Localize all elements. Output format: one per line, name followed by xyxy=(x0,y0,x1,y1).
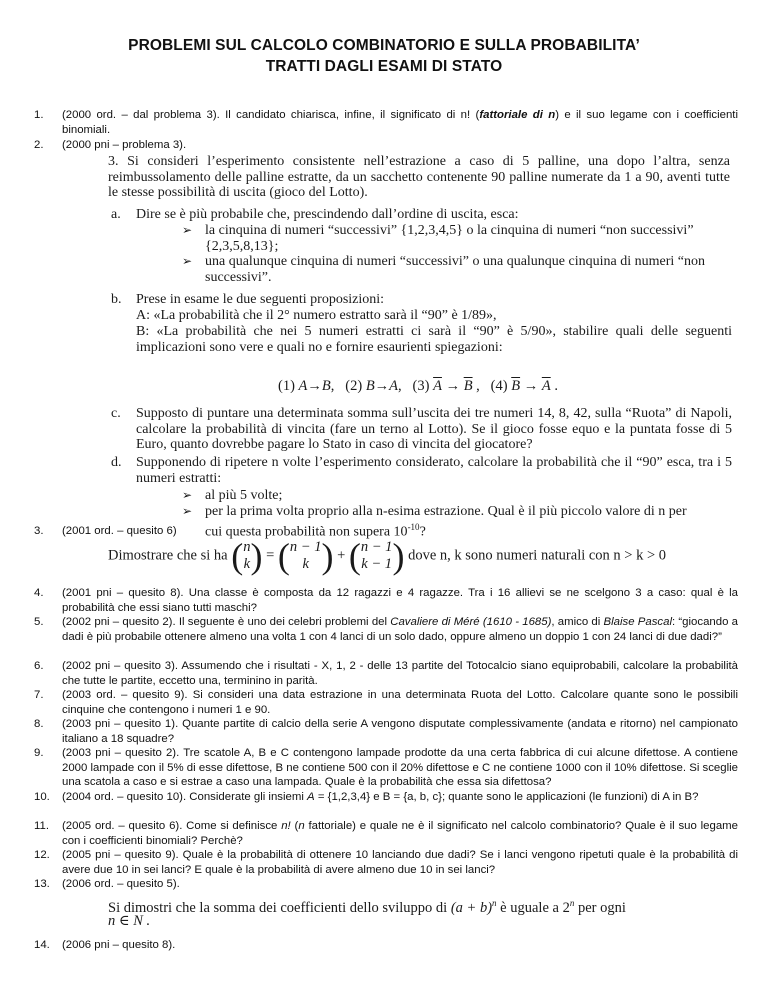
item-5-emphasis-2: Blaise Pascal xyxy=(603,616,672,628)
item-11-emphasis-2: n xyxy=(298,820,305,832)
item-11-text-b: ( xyxy=(290,820,299,832)
page-title-line1: PROBLEMI SUL CALCOLO COMBINATORIO E SULLA PROBABILITA’ xyxy=(128,37,640,54)
item-2: (2000 pni – problema 3). xyxy=(62,139,187,151)
item-number-5: 5. xyxy=(34,616,44,628)
problem3-d-bullet2-end: ? xyxy=(419,524,426,540)
problem3-d-text: Supponendo di ripetere n volte l’esperimento considerato, calcolare la probabilità che il “90” esca, tra i 5 numeri estratti: xyxy=(136,455,732,486)
item-5-text-b: , amico di xyxy=(551,616,604,628)
quesito13-statement xyxy=(108,896,734,916)
binom-top: n − 1 xyxy=(360,539,393,555)
item-5-emphasis-1: Cavaliere di Méré (1610 - 1685) xyxy=(390,616,552,628)
quesito13-two: 2 xyxy=(562,899,570,916)
item-9: (2003 pni – quesito 2). Tre scatole A, B e C contengono lampade prodotte da una certa fabbrica di cui alcune difettose. A contiene 2000 lampade con il 5% di esse difettose, B ne contiene 500 con il 20% difettose e C ne contiene 1000 con il 10% difettose. Si sceglie una scatola a caso e si estrae a caso una lampada. Quale è la probabilità che essa sia difettosa? xyxy=(62,747,738,789)
quesito13-expression: (a + b) xyxy=(450,899,493,916)
problem3-a-bullet2: una qualunque cinquina di numeri “successivi” o una qualunque cinquina di numeri “non successivi”. xyxy=(205,254,705,285)
binom-top: n − 1 xyxy=(289,539,322,555)
problem3-intro: 3. Si consideri l’esperimento consistente nell’estrazione a caso di 5 palline, una dopo l’altra, senza reimbussolamento delle palline estratte, da un sacchetto contenente 90 palline numerate da 1 a 90, aventi tutte le stesse possibilità di uscita (gioco del Lotto). xyxy=(108,154,730,200)
item-12: (2005 pni – quesito 9). Quale è la probabilità di ottenere 10 lanciando due dadi? Se i lanci vengono ripetuti quale è la probabilità di avere due 10 in sei lanci? E quale è la probabilità di avere almeno due 10 in sei lanci? xyxy=(62,849,738,876)
formula-tail-text: dove n, k sono numeri naturali con n > k > 0 xyxy=(408,547,667,564)
problem3-b-text: Prese in esame le due seguenti proposizioni: xyxy=(136,292,385,307)
item-11-text-c: fattoriale) e quale ne è il significato nel calcolo combinatorio? Quale è il suo legame con i coefficienti binomiali? Perchè? xyxy=(62,820,738,847)
item-1 xyxy=(62,108,738,137)
item-10 xyxy=(62,790,738,805)
item-number-8: 8. xyxy=(34,718,44,730)
quesito13-text-c: per ogni xyxy=(574,899,626,916)
item-1-text-a: (2000 ord. – dal problema 3). Il candidato chiarisca, infine, il significato di n! ( xyxy=(62,109,480,121)
problem3-b-proposition-a: A: «La probabilità che il 2° numero estratto sarà il “90” è 1/89», xyxy=(136,308,497,323)
formula-lead-text: Dimostrare che si ha xyxy=(108,547,228,564)
item-number-6: 6. xyxy=(34,660,44,672)
item-3: (2001 ord. – quesito 6) xyxy=(62,525,177,537)
item-13: (2006 ord. – quesito 5). xyxy=(62,878,180,890)
problem3-c-text: Supposto di puntare una determinata somma sull’uscita dei tre numeri 14, 8, 42, sulla “Ruota” di Napoli, calcolare la probabilità di vincita (fare un terno al Lotto). Se il gioco fosse equo e la puntata fosse di 5 Euro, quanto dovrebbe pagare lo Stato in caso di vincita del giocatore? xyxy=(136,406,732,452)
binomial-n1-k1 xyxy=(361,539,393,573)
problem3-implications: (1) A→B, (2) B→A, (3) $\overline{A} \to \overline{B}$ , (4) $\overline{B} \to \overline{A}$ . xyxy=(278,378,558,394)
problem3-a-text: Dire se è più probabile che, prescindendo dall’ordine di uscita, esca: xyxy=(136,207,519,222)
item-10-text-a: (2004 ord. – quesito 10). Considerate gli insiemi xyxy=(62,791,308,803)
item-4: (2001 pni – quesito 8). Una classe è composta da 12 ragazzi e 4 ragazze. Tra i 16 allievi se ne scelgono 3 a caso: qual è la probabilità che essi siano tutti maschi? xyxy=(62,587,738,614)
item-number-14: 14. xyxy=(34,939,50,951)
page-title-line2: TRATTI DAGLI ESAMI DI STATO xyxy=(265,58,503,75)
problem3-d-bullet2-text: per la prima volta proprio alla n-esima estrazione. Qual è il più piccolo valore di n per cui questa probabilità non supera 10 xyxy=(205,504,687,540)
item-number-12: 12. xyxy=(34,849,50,861)
problem3-a-bullet1: la cinquina di numeri “successivi” {1,2,3,4,5} o la cinquina di numeri “non successivi” {2,3,5,8,13}; xyxy=(205,223,694,254)
quesito13-text-a: Si dimostri che la somma dei coefficienti dello sviluppo di xyxy=(108,899,451,916)
item-5 xyxy=(62,615,738,644)
item-7: (2003 ord. – quesito 9). Si consideri una data estrazione in una determinata Ruota del Lotto. Calcolare quante sono le possibili cinquine che contengono i numeri 1 e 90. xyxy=(62,689,738,716)
item-10-set-a: A xyxy=(307,791,315,803)
item-11-text-a: (2005 ord. – quesito 6). Come si definisce xyxy=(62,820,282,832)
item-10-text-b: = {1,2,3,4} e B = {a, b, c}; quante sono le applicazioni (le funzioni) di A in B? xyxy=(314,791,699,803)
item-1-emphasis: fattoriale di n xyxy=(479,109,556,121)
arrow-bullet-icon: ➢ xyxy=(182,488,193,502)
item-number-3: 3. xyxy=(34,525,44,537)
quesito13-set-text: n ∈ N . xyxy=(108,913,151,929)
quesito6-formula: Dimostrare che si ha (n k) = (n − 1 k ) + (n − 1 k − 1) dove n, k sono numeri naturali con n > k > 0 xyxy=(108,536,667,576)
binom-top: n xyxy=(243,539,251,555)
item-number-11: 11. xyxy=(34,820,49,832)
problem3-b-label: b. xyxy=(111,292,122,307)
arrow-bullet-icon: ➢ xyxy=(182,223,193,237)
problem3-d-bullet2-exponent: -10 xyxy=(407,521,420,532)
problem3-a-label: a. xyxy=(111,207,121,222)
item-number-4: 4. xyxy=(34,587,44,599)
binom-bottom: k − 1 xyxy=(361,556,393,572)
quesito13-text-b: è uguale a xyxy=(496,899,563,916)
quesito13-line2 xyxy=(108,914,150,930)
problem3-b-proposition-b: B: «La probabilità che nei 5 numeri estratti ci sarà il “90” è 5/90», stabilire quali delle seguenti implicazioni sono vere e quali no e fornire esaurienti spiegazioni: xyxy=(136,324,732,355)
quesito13-exponent: n xyxy=(569,898,575,908)
item-11-emphasis-1: n! xyxy=(281,820,291,832)
item-11 xyxy=(62,819,738,848)
item-number-1: 1. xyxy=(34,109,44,121)
item-5-text-c: : “giocando a dadi è più probabile ottenere almeno una volta 1 con 4 lanci di un solo dado, oppure almeno un doppio 1 con 24 lanci di due dadi?” xyxy=(62,616,738,643)
item-8: (2003 pni – quesito 1). Quante partite di calcio della serie A vengono disputate complessivamente (andata e ritorno) nel campionato italiano a 18 squadre? xyxy=(62,718,738,745)
binom-bottom: k xyxy=(302,556,309,572)
item-5-text-a: (2002 pni – quesito 2). Il seguente è uno dei celebri problemi del xyxy=(62,616,391,628)
item-number-7: 7. xyxy=(34,689,44,701)
item-number-9: 9. xyxy=(34,747,44,759)
arrow-bullet-icon: ➢ xyxy=(182,254,193,268)
item-number-10: 10. xyxy=(34,791,50,803)
arrow-bullet-icon: ➢ xyxy=(182,504,193,518)
item-14: (2006 pni – quesito 8). xyxy=(62,939,176,951)
item-number-13: 13. xyxy=(34,878,50,890)
quesito13-exponent: n xyxy=(492,898,497,908)
item-number-2: 2. xyxy=(34,139,44,151)
problem3-d-label: d. xyxy=(111,455,122,470)
item-6: (2002 pni – quesito 3). Assumendo che i risultati - X, 1, 2 - delle 13 partite del Totocalcio siano equiprobabili, calcolare la probabilità che tutte le partite, eccetto una, terminino in parità. xyxy=(62,660,738,687)
binom-bottom: k xyxy=(243,556,251,572)
problem3-c-label: c. xyxy=(111,406,121,421)
binomial-n1-k xyxy=(290,539,322,573)
problem3-d-bullet1: al più 5 volte; xyxy=(205,488,283,503)
item-1-text-b: ) e il suo legame con i coefficienti binomiali. xyxy=(62,109,739,136)
